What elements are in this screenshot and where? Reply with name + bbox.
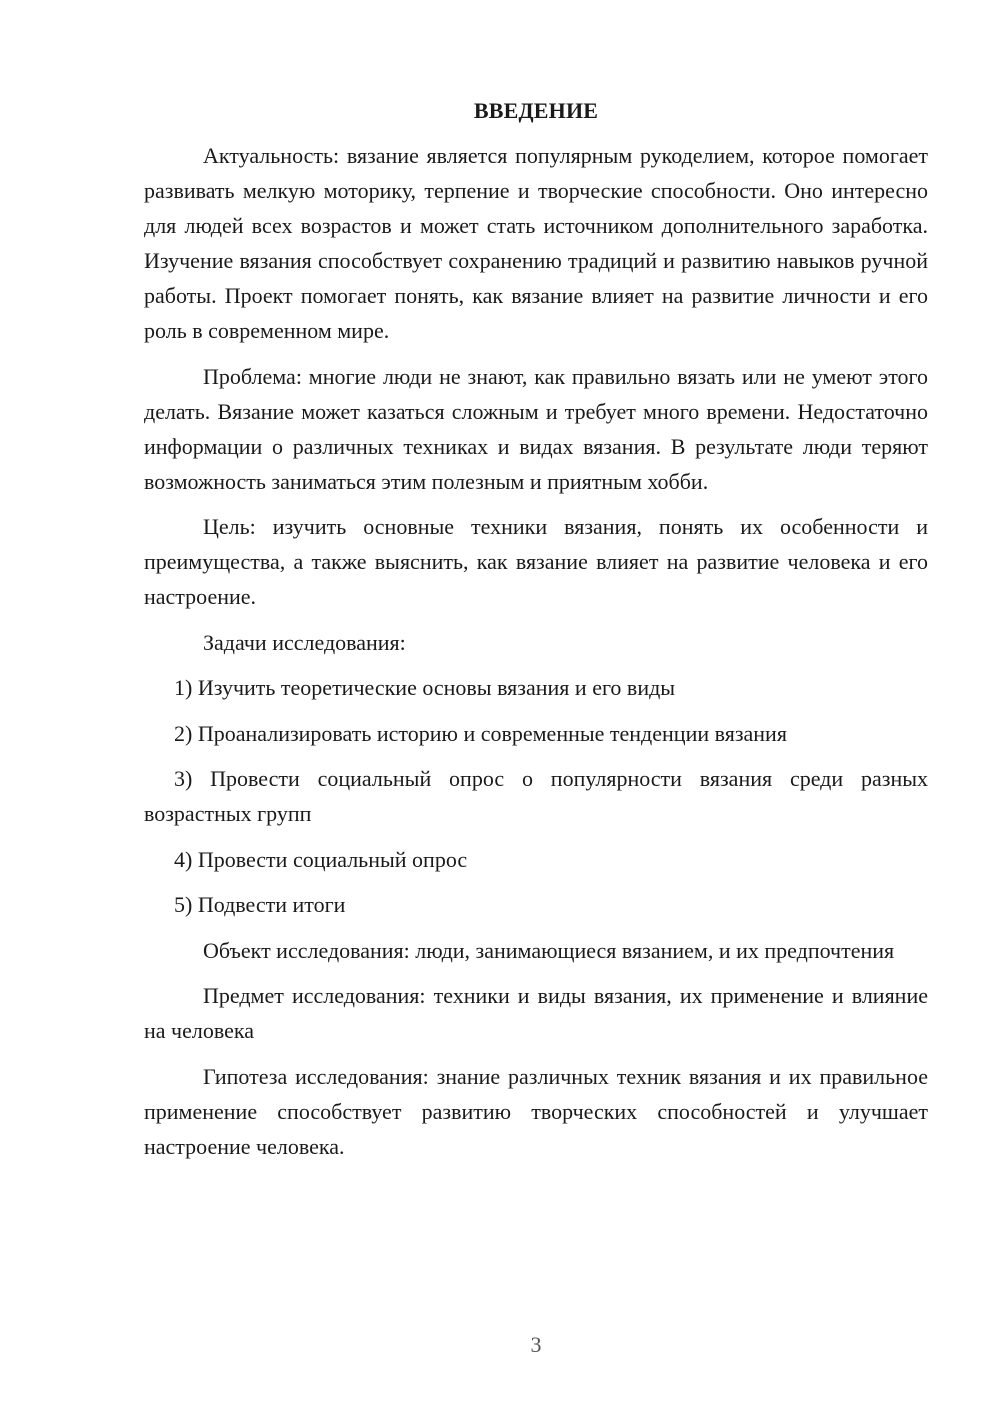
- page-number: 3: [530, 1332, 542, 1357]
- paragraph-object: Объект исследования: люди, занимающиеся вязанием, и их предпочтения: [203, 937, 895, 963]
- paragraph-goal: Цель: изучить основные техники вязания, понять их особенности и преимущества, а также выяснить, как вязание влияет на развитие человека и его настроение.: [144, 514, 928, 609]
- paragraph-subject: Предмет исследования: техники и виды вязания, их применение и влияние на человека: [144, 983, 928, 1043]
- task-item-3: 3) Провести социальный опрос о популярности вязания среди разных возрастных групп: [144, 766, 928, 826]
- paragraph-problem: Проблема: многие люди не знают, как правильно вязать или не умеют этого делать. Вязание может казаться сложным и требует много времени. Недостаточно информации о различных техниках и видах вязания. В результате люди теряют возможность заниматься этим полезным и приятным хобби.: [144, 363, 928, 494]
- task-item-5: 5) Подвести итоги: [174, 892, 346, 917]
- task-item-2: 2) Проанализировать историю и современные тенденции вязания: [174, 720, 787, 746]
- task-item-1: 1) Изучить теоретические основы вязания и его виды: [174, 675, 676, 700]
- task-item-4: 4) Провести социальный опрос: [174, 846, 468, 872]
- paragraph-hypothesis: Гипотеза исследования: знание различных техник вязания и их правильное применение способствует развитию творческих способностей и улучшает настроение человека.: [144, 1063, 928, 1159]
- section-heading: ВВЕДЕНИЕ: [473, 98, 599, 123]
- document-page: [144, 93, 928, 1164]
- paragraph-relevance: Актуальность: вязание является популярным рукоделием, которое помогает развивать мелкую моторику, терпение и творческие способности. Оно интересно для людей всех возрастов и может стать источником дополнительного заработка. Изучение вязания способствует сохранению традиций и развитию навыков ручной работы. Проект помогает понять, как вязание влияет на развитие личности и его роль в современном мире.: [144, 143, 928, 343]
- paragraph-tasks-intro: Задачи исследования:: [203, 629, 406, 655]
